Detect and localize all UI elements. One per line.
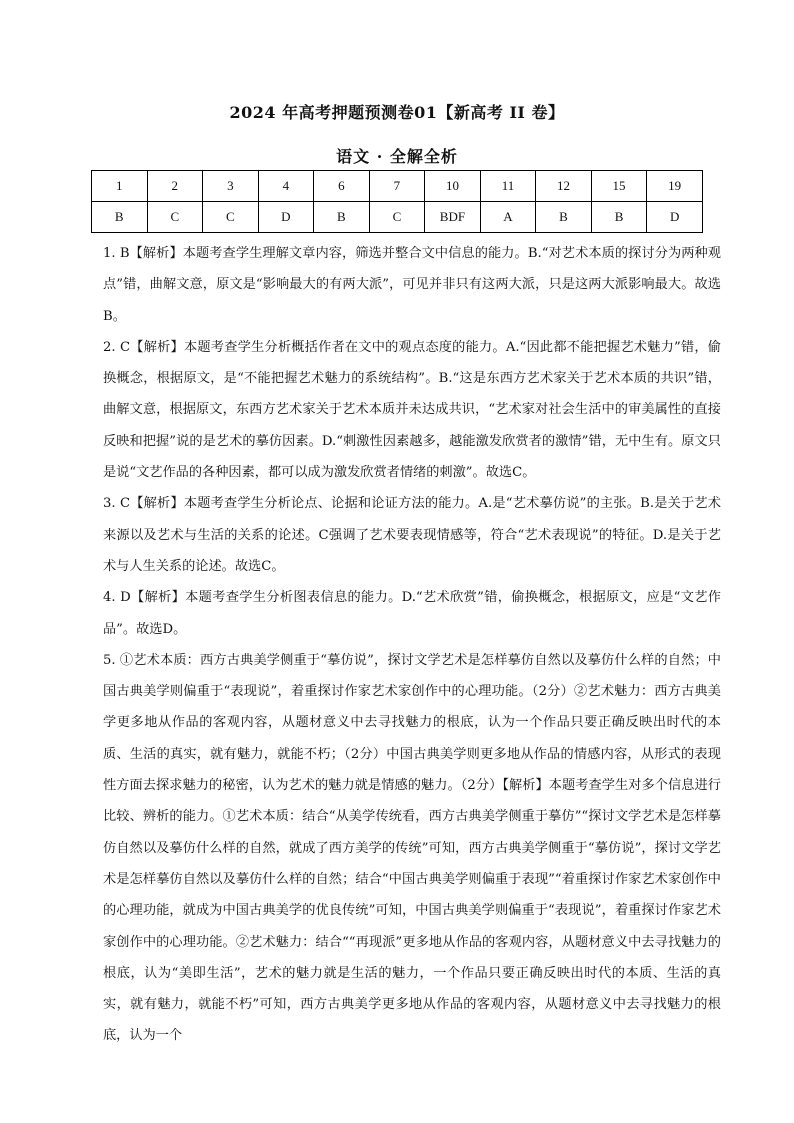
page-title: 2024 年高考押题预测卷01【新高考 II 卷】 xyxy=(229,103,565,122)
question-number-cell: 6 xyxy=(314,171,370,202)
explanation-paragraph: 4. D【解析】本题考查学生分析图表信息的能力。D.“艺术欣赏”错，偷换概念，根据原文，应是“文艺作品”。故选D。 xyxy=(103,590,721,637)
question-number-cell: 2 xyxy=(147,171,203,202)
explanation-paragraph: 3. C【解析】本题考查学生分析论点、论据和论证方法的能力。A.是“艺术摹仿说”的主张。B.是关于艺术来源以及艺术与生活的关系的论述。C强调了艺术要表现情感等，符合“艺术表现说”的特征。D.是关于艺术与人生关系的论述。故选C。 xyxy=(103,496,721,574)
question-number-cell: 10 xyxy=(425,171,481,202)
question-number-cell: 7 xyxy=(369,171,425,202)
answer-cell: B xyxy=(314,202,370,233)
question-number-cell: 19 xyxy=(647,171,703,202)
answer-cell: BDF xyxy=(425,202,481,233)
question-number-cell: 4 xyxy=(258,171,314,202)
answer-cell: C xyxy=(203,202,259,233)
answer-cell: B xyxy=(536,202,592,233)
answer-row xyxy=(92,202,703,233)
question-number-row xyxy=(92,171,703,202)
answer-cell: B xyxy=(92,202,148,233)
explanation-paragraph: 2. C【解析】本题考查学生分析概括作者在文中的观点态度的能力。A.“因此都不能把握艺术魅力”错，偷换概念，根据原文，是“不能把握艺术魅力的系统结构”。B.“这是东西方艺术家关于艺术本质的共识”错，曲解文意，根据原文，东西方艺术家关于艺术本质并未达成共识，“艺术家对社会生活中的审美属性的直接反映和把握”说的是艺术的摹仿因素。D.“刺激性因素越多，越能激发欣赏者的激情”错，无中生有。原文只是说“文艺作品的各种因素，都可以成为激发欣赏者情绪的刺激”。故选C。 xyxy=(103,339,721,481)
explanation-body xyxy=(103,238,721,1052)
question-number-cell: 12 xyxy=(536,171,592,202)
answer-cell: C xyxy=(369,202,425,233)
question-number-cell: 15 xyxy=(591,171,647,202)
answer-cell: D xyxy=(647,202,703,233)
explanation-paragraph: 5. ①艺术本质：西方古典美学侧重于“摹仿说”，探讨文学艺术是怎样摹仿自然以及摹仿什么样的自然；中国古典美学则偏重于“表现说”，着重探讨作家艺术家创作中的心理功能。（2分）②艺术魅力：西方古典美学更多地从作品的客观内容，从题材意义中去寻找魅力的根底，认为一个作品只要正确反映出时代的本质、生活的真实，就有魅力，就能不朽；（2分）中国古典美学则更多地从作品的情感内容，从形式的表现性方面去探求魅力的秘密，认为艺术的魅力就是情感的魅力。（2分）【解析】本题考查学生对多个信息进行比较、辨析的能力。①艺术本质：结合“从美学传统看，西方古典美学侧重于摹仿”“探讨文学艺术是怎样摹仿自然以及摹仿什么样的自然，就成了西方美学的传统”可知，西方古典美学侧重于“摹仿说”，探讨文学艺术是怎样摹仿自然以及摹仿什么样的自然；结合“中国古典美学则偏重于表现”“着重探讨作家艺术家创作中的心理功能，就成为中国古典美学的优良传统”可知，中国古典美学则偏重于“表现说”，着重探讨作家艺术家创作中的心理功能。②艺术魅力：结合““再现派”更多地从作品的客观内容，从题材意义中去寻找魅力的根底，认为“美即生活”，艺术的魅力就是生活的魅力，一个作品只要正确反映出时代的本质、生活的真实，就有魅力，就能不朽”可知，西方古典美学更多地从作品的客观内容，从题材意义中去寻找魅力的根底，认为一个 xyxy=(103,652,721,1044)
explanation-paragraph: 1. B【解析】本题考查学生理解文章内容，筛选并整合文中信息的能力。B.“对艺术本质的探讨分为两种观点”错，曲解文意，原文是“影响最大的有两大派”，可见并非只有这两大派，只是这两大派影响最大。故选B。 xyxy=(103,246,721,324)
answer-cell: C xyxy=(147,202,203,233)
answer-cell: B xyxy=(591,202,647,233)
question-number-cell: 11 xyxy=(480,171,536,202)
page-subtitle: 语文 · 全解全析 xyxy=(336,147,458,166)
answer-cell: D xyxy=(258,202,314,233)
answer-table xyxy=(91,170,703,233)
answer-cell: A xyxy=(480,202,536,233)
question-number-cell: 1 xyxy=(92,171,148,202)
question-number-cell: 3 xyxy=(203,171,259,202)
